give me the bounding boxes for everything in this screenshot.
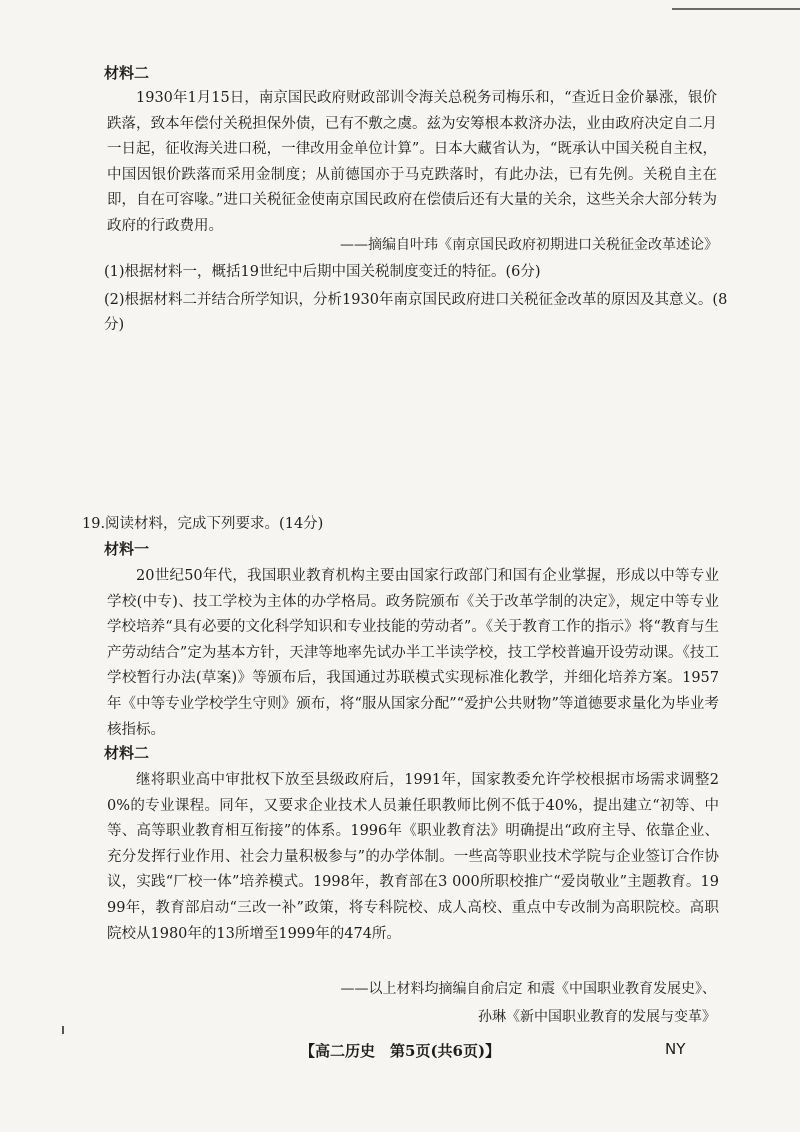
exam-code: NY (665, 1040, 686, 1058)
material2-source: ——摘编自叶玮《南京国民政府初期进口关税征金改革述论》 (340, 237, 718, 253)
material2-heading: 材料二 (104, 64, 150, 82)
question-19-title: 19.阅读材料，完成下列要求。(14分) (82, 516, 324, 532)
question-2: (2)根据材料二并结合所学知识，分析1930年南京国民政府进口关税征金改革的原因及其意义。(8分) (104, 292, 728, 333)
q19-material2-heading: 材料二 (104, 744, 150, 762)
q19-source-line1: ——以上材料均摘编自俞启定 和震《中国职业教育发展史》、 (340, 981, 716, 997)
page-info: 【高二历史 第5页(共6页)】 (300, 1042, 501, 1060)
q19-material1-heading: 材料一 (104, 540, 150, 558)
q19-source-line2: 孙琳《新中国职业教育的发展与变革》 (478, 1009, 716, 1025)
scan-mark (62, 1026, 64, 1034)
question-1: (1)根据材料一，概括19世纪中后期中国关税制度变迁的特征。(6分) (104, 264, 541, 280)
q19-material2-paragraph: 继将职业高中审批权下放至县级政府后，1991年，国家教委允许学校根据市场需求调整20%的专业课程。同年，又要求企业技术人员兼任职教师比例不低于40%，提出建立“初等、中等、高等职业教育相互衔接”的体系。1996年《职业教育法》明确提出“政府主导、依靠企业、充分发挥行业作用、社会力量积极参与”的办学体制。一些高等职业技术学院与企业签订合作协议，实践“厂校一体”培养模式。1998年，教育部在3 000所职校推广“爱岗敬业”主题教育。1999年，教育部启动“三改一补”政策，将专科院校、成人高校、重点中专改制为高职院校。高职院校从1980年的13所增至1999年的474所。 (107, 772, 719, 942)
material2-paragraph: 1930年1月15日，南京国民政府财政部训令海关总税务司梅乐和，“查近日金价暴涨，银价跌落，致本年偿付关税担保外债，已有不敷之虞。兹为安筹根本救济办法，业由政府决定自二月一日起，征收海关进口税，一律改用金单位计算”。日本大藏省认为，“既承认中国关税自主权，中国因银价跌落而采用金制度；从前德国亦于马克跌落时，有此办法，已有先例。关税自主在即，自在可容喙。”进口关税征金使南京国民政府在偿债后还有大量的关余，这些关余大部分转为政府的行政费用。 (107, 90, 717, 234)
top-edge-line (672, 8, 800, 10)
q19-material1-paragraph: 20世纪50年代，我国职业教育机构主要由国家行政部门和国有企业掌握，形成以中等专业学校(中专)、技工学校为主体的办学格局。政务院颁布《关于改革学制的决定》，规定中等专业学校培养“具有必要的文化科学知识和专业技能的劳动者”。《关于教育工作的指示》将“教育与生产劳动结合”定为基本方针，天津等地率先试办半工半读学校，技工学校普遍开设劳动课。《技工学校暂行办法(草案)》等颁布后，我国通过苏联模式实现标准化教学，并细化培养方案。1957年《中等专业学校学生守则》颁布，将“服从国家分配”“爱护公共财物”等道德要求量化为毕业考核指标。 (107, 568, 719, 738)
